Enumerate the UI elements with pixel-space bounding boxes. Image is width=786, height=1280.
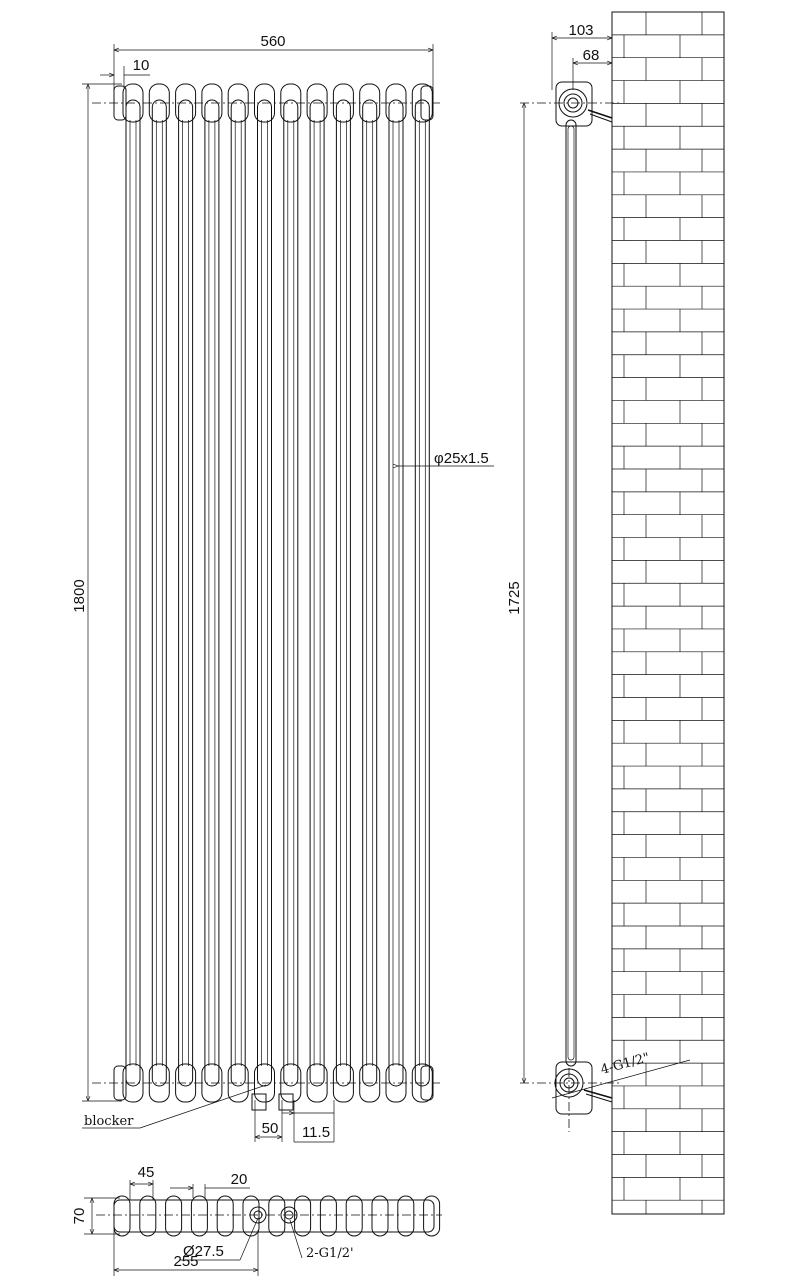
center-height-label: 1725 [506, 581, 523, 615]
bottom-section [140, 1196, 156, 1236]
offset-dimension [114, 1230, 258, 1276]
radiator-column [228, 84, 248, 1102]
center-height-dimension [506, 103, 524, 1083]
bottom-section [269, 1196, 285, 1236]
depth-dimension [71, 1198, 120, 1234]
bottom-view [71, 1164, 442, 1276]
bottom-connection-callout [290, 1220, 354, 1261]
radiator-column [176, 84, 196, 1102]
top-connection [559, 89, 612, 122]
brick-wall [612, 12, 724, 1214]
radiator-column [281, 84, 301, 1102]
bottom-section [320, 1196, 336, 1236]
bottom-connection-label: 2-G1/2' [306, 1246, 354, 1261]
overall-height-dimension [71, 84, 122, 1101]
diameter-label: Ø27.5 [183, 1243, 224, 1260]
end-offset-dimension [100, 57, 150, 88]
radiator-column [149, 84, 169, 1102]
gap-dimension [170, 1171, 250, 1198]
overall-height-label: 1800 [71, 579, 88, 613]
tube-spec-callout [398, 450, 494, 467]
depth-label: 70 [71, 1207, 88, 1225]
bottom-section [372, 1196, 388, 1236]
radiator-column [202, 84, 222, 1102]
bottom-view-sections [114, 1196, 440, 1236]
bottom-section [217, 1196, 233, 1236]
radiator-column [412, 84, 432, 1102]
pitch-label: 45 [137, 1164, 155, 1181]
tube-spec-label: φ25x1.5 [434, 450, 489, 467]
bottom-section [424, 1196, 440, 1236]
blocker-label: blocker [84, 1114, 134, 1129]
dim-50-label: 50 [261, 1120, 279, 1137]
side-tube [566, 120, 576, 1066]
end-offset-label: 10 [132, 57, 150, 74]
offset-label: 255 [173, 1253, 199, 1270]
depth-total-label: 103 [568, 22, 594, 39]
gap-label: 20 [230, 1171, 248, 1188]
bottom-section [398, 1196, 414, 1236]
bottom-section [166, 1196, 182, 1236]
front-view [71, 33, 494, 1142]
radiator-column [307, 84, 327, 1102]
radiator-column [360, 84, 380, 1102]
side-view [506, 12, 724, 1214]
bottom-section [243, 1196, 259, 1236]
dim-11-5-label: 11.5 [301, 1124, 331, 1141]
bottom-section [346, 1196, 362, 1236]
radiator-column [255, 84, 275, 1102]
radiator-columns [114, 84, 433, 1110]
depth-to-center-label: 68 [582, 47, 600, 64]
bottom-section [191, 1196, 207, 1236]
overall-width-label: 560 [260, 33, 286, 50]
radiator-column [386, 84, 406, 1102]
depth-to-center-dimension [573, 47, 612, 90]
radiator-column [333, 84, 353, 1102]
side-connection-label: 4-G1/2" [599, 1050, 652, 1078]
radiator-column [123, 84, 143, 1102]
bottom-connection-dimensions [255, 1100, 334, 1142]
blocker-callout [82, 1085, 266, 1129]
pitch-dimension [130, 1164, 154, 1200]
bottom-section [114, 1196, 130, 1236]
